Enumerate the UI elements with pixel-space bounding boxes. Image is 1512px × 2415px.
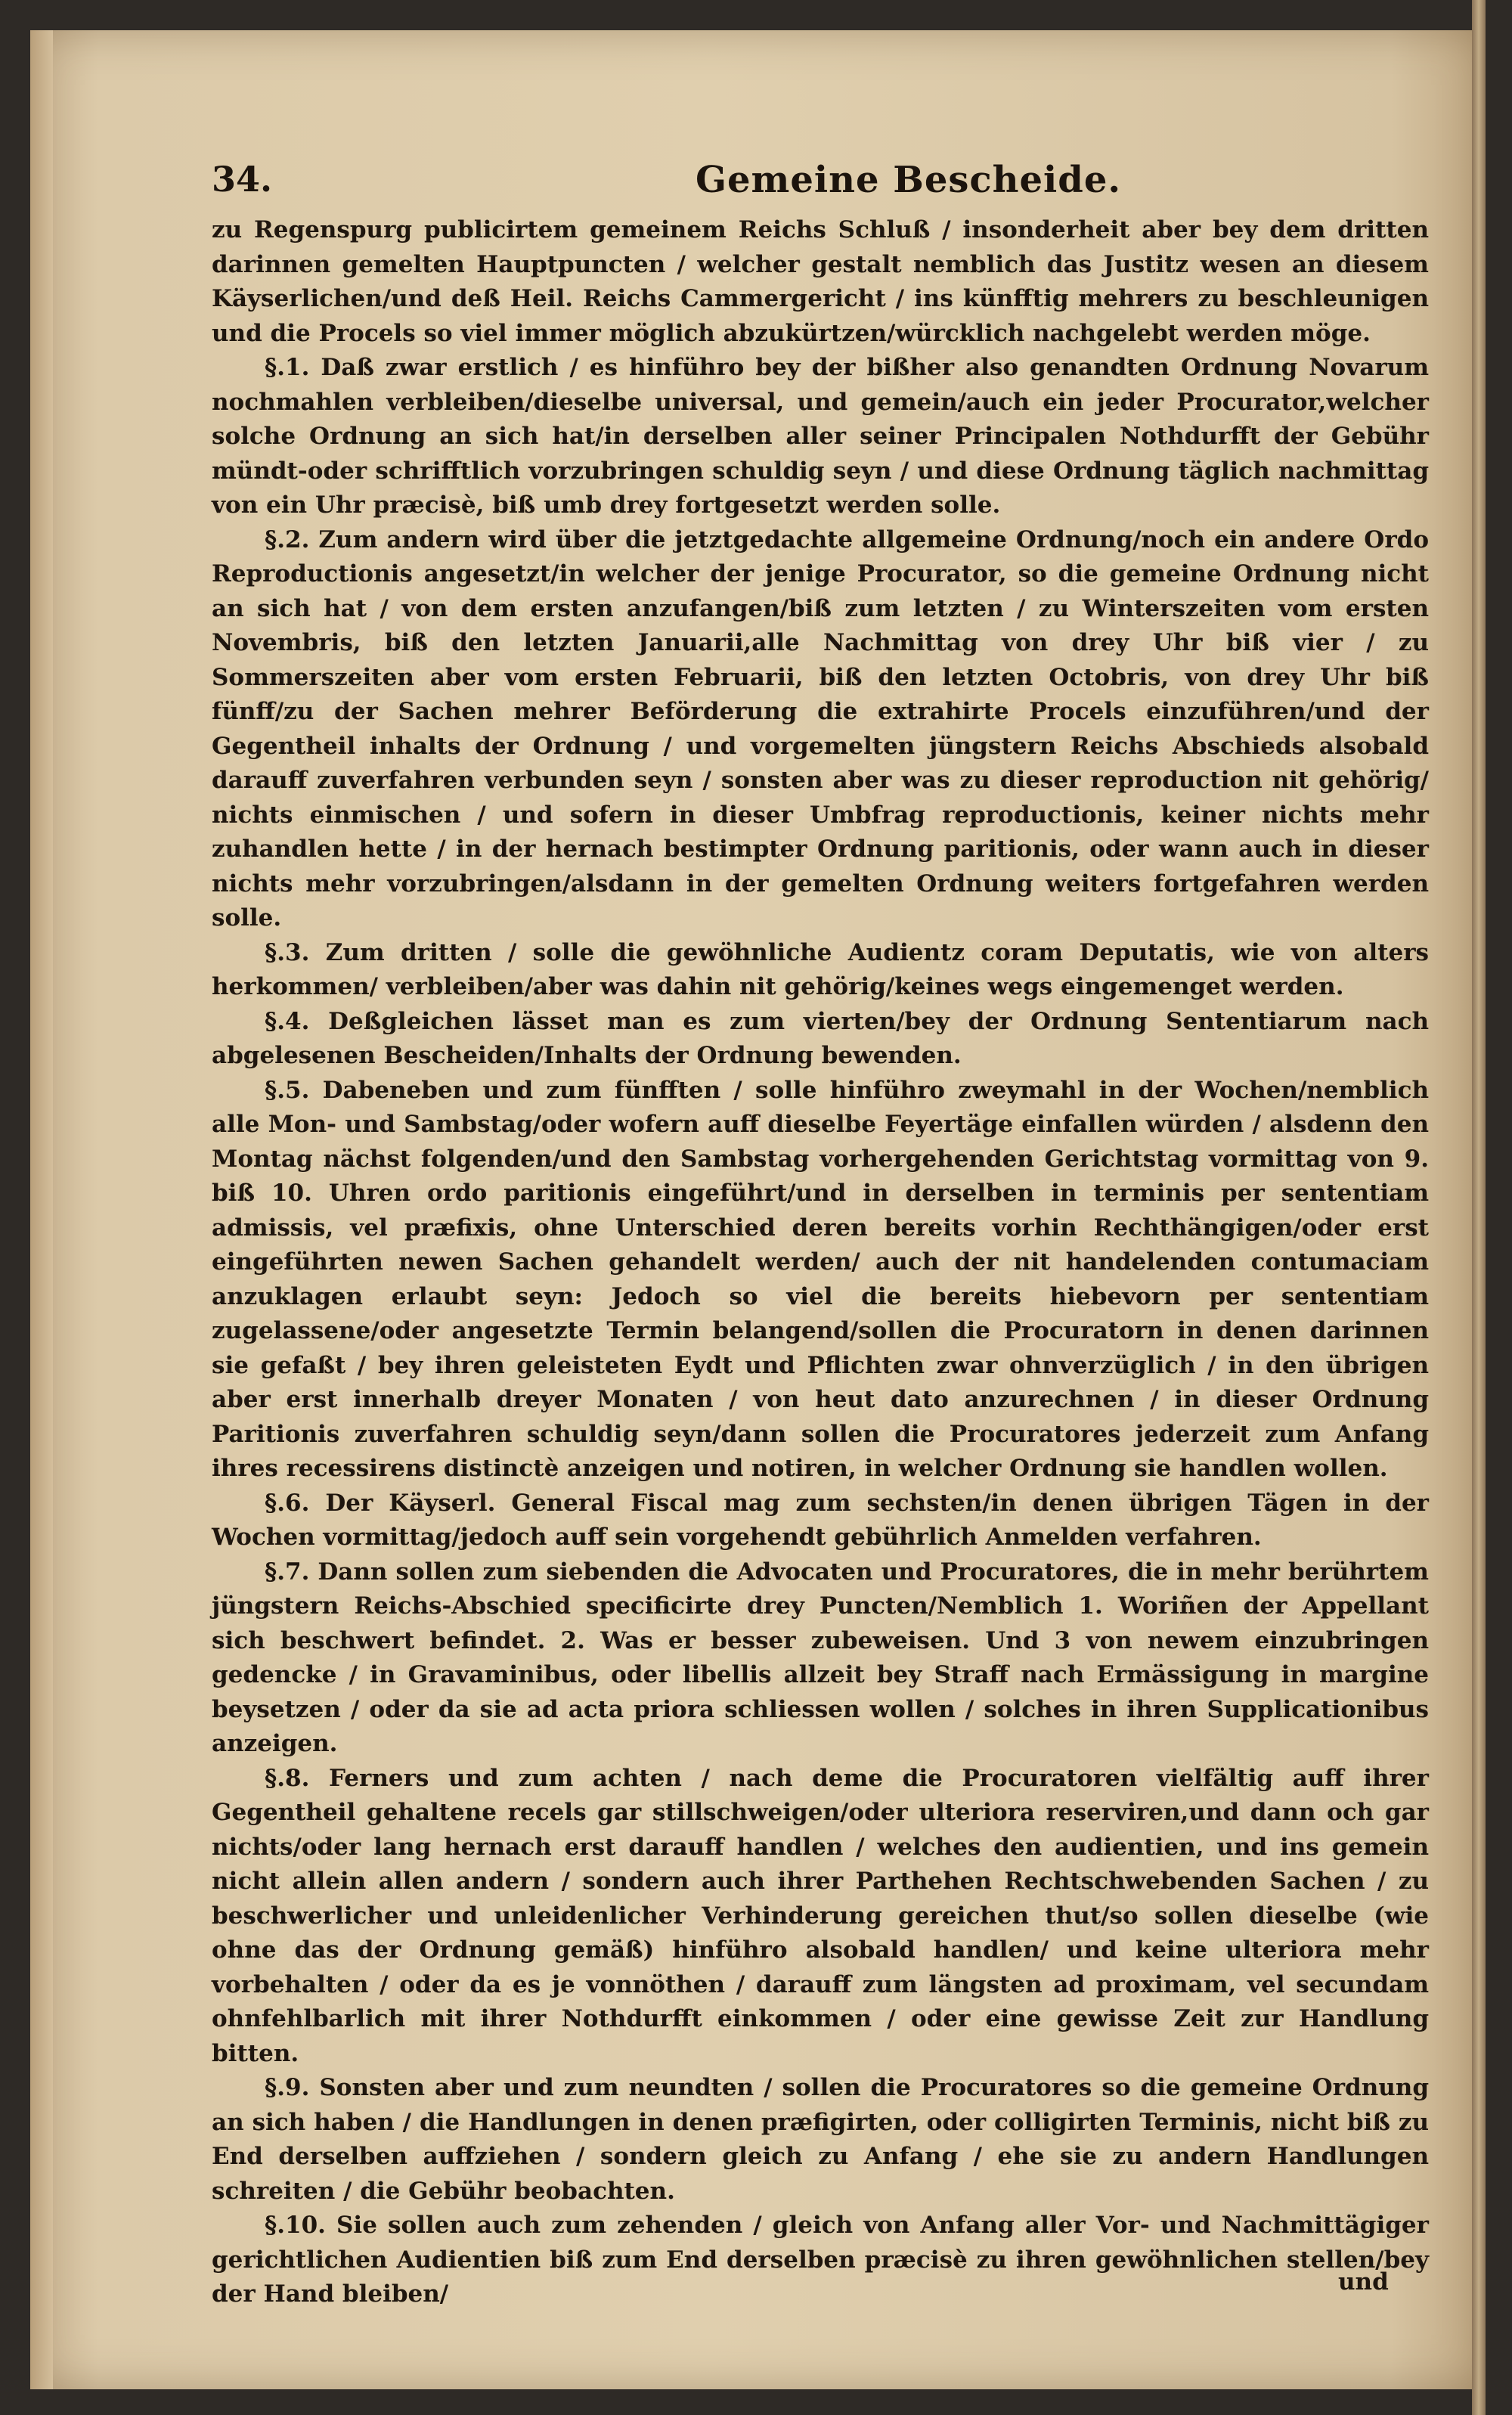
running-title: Gemeine Bescheide.: [696, 159, 1122, 201]
catchword: und: [1338, 2268, 1389, 2296]
paragraph-section-9: §.9. Sonsten aber und zum neundten / sollen die Procuratores so die gemeine Ordnung an sich haben / die Handlungen in denen præfigirten, oder colligirten Terminis, nicht biß zu End derselben auffziehen / sondern gleich zu Anfang / ehe sie zu andern Handlungen schreiten / die Gebühr beobachten.: [212, 2074, 1429, 2205]
paragraph-section-3: §.3. Zum dritten / solle die gewöhnliche Audientz coram Deputatis, wie von alters herkommen/ verbleiben/aber was dahin nit gehörig/keines wegs eingemenget werden.: [212, 938, 1429, 1000]
paragraph-section-1: §.1. Daß zwar erstlich / es hinführo bey der bißher also genandten Ordnung Novarum nochmahlen verbleiben/dieselbe universal, und gemein/auch ein jeder Procurator,welcher solche Ordnung an sich hat/in derselben aller seiner Principalen Nothdurfft der Gebühr mündt-oder schrifftlich vorzubringen schuldig seyn / und diese Ordnung täglich nachmittag von ein Uhr præcisè, biß umb drey fortgesetzt werden solle.: [212, 354, 1429, 519]
body-text: [212, 213, 1429, 2312]
paragraph-section-8: §.8. Ferners und zum achten / nach deme die Procuratoren vielfältig auff ihrer Gegentheil gehaltene recels gar stillschweigen/oder ulteriora reserviren,und dann och gar nichts/oder lang hernach erst darauff handlen / welches den audientien, und ins gemein nicht allein allen andern / sondern auch ihrer Parthehen Rechtschwebenden Sachen / zu beschwerlicher und unleidenlicher Verhinderung gereichen thut/so sollen dieselbe (wie ohne das der Ordnung gemäß) hinführo alsobald handlen/ und keine ulteriora mehr vorbehalten / oder da es je vonnöthen / darauff zum längsten ad proximam, vel secundam ohnfehlbarlich mit ihrer Nothdurfft einkommen / oder eine gewisse Zeit zur Handlung bitten.: [212, 1764, 1429, 2067]
page-gutter: [30, 30, 53, 2389]
paragraph-section-5: §.5. Dabeneben und zum fünfften / solle hinführo zweymahl in der Wochen/nemblich alle Mon- und Sambstag/oder wofern auff dieselbe Feyertäge einfallen würden / alsdenn den Montag nächst folgenden/und den Sambstag vorhergehenden Gerichtstag vormittag von 9. biß 10. Uhren ordo paritionis eingeführt/und in derselben in terminis per sententiam admissis, vel præfixis, ohne Unterschied deren bereits vorhin Rechthängigen/oder erst eingeführten newen Sachen gehandelt werden/ auch der nit handelenden contumaciam anzuklagen erlaubt seyn: Jedoch so viel die bereits hiebevorn per sententiam zugelassene/oder angesetzte Termin belangend/sollen die Procuratorn in denen darinnen sie gefaßt / bey ihren geleisteten Eydt und Pflichten zwar ohnverzüglich / in den übrigen aber erst innerhalb dreyer Monaten / von heut dato anzurechnen / in dieser Ordnung Paritionis zuverfahren schuldig seyn/dann sollen die Procuratores jederzeit zum Anfang ihres recessirens distinctè anzeigen und notiren, in welcher Ordnung sie handlen wollen.: [212, 1076, 1429, 1482]
paragraph-section-6: §.6. Der Käyserl. General Fiscal mag zum sechsten/in denen übrigen Tägen in der Wochen vormittag/jedoch auff sein vorgehendt gebührlich Anmelden verfahren.: [212, 1489, 1429, 1551]
page-fold-edge: [1472, 0, 1486, 2415]
paragraph-section-7: §.7. Dann sollen zum siebenden die Advocaten und Procuratores, die in mehr berührtem jüngstern Reichs-Abschied specificirte drey Puncten/Nemblich 1. Woriñen der Appellant sich beschwert befindet. 2. Was er besser zubeweisen. Und 3 von newem einzubringen gedencke / in Gravaminibus, oder libellis allzeit bey Straff nach Ermässigung in margine beysetzen / oder da sie ad acta priora schliessen wollen / solches in ihren Supplicationibus anzeigen.: [212, 1558, 1429, 1757]
page-number: 34.: [212, 159, 273, 200]
paragraph-intro: zu Regenspurg publicirtem gemeinem Reichs Schluß / insonderheit aber bey dem dritten darinnen gemelten Hauptpuncten / welcher gestalt nemblich das Justitz wesen an diesem Käyserlichen/und deß Heil. Reichs Cammergericht / ins künfftig mehrers zu beschleunigen und die Procels so viel immer möglich abzukürtzen/würcklich nachgelebt werden möge.: [212, 216, 1429, 347]
paragraph-section-2: §.2. Zum andern wird über die jetztgedachte allgemeine Ordnung/noch ein andere Ordo Reproductionis angesetzt/in welcher der jenige Procurator, so die gemeine Ordnung nicht an sich hat / von dem ersten anzufangen/biß zum letzten / zu Winterszeiten vom ersten Novembris, biß den letzten Januarii,alle Nachmittag von drey Uhr biß vier / zu Sommerszeiten aber vom ersten Februarii, biß den letzten Octobris, von drey Uhr biß fünff/zu der Sachen mehrer Beförderung die extrahirte Procels einzuführen/und der Gegentheil inhalts der Ordnung / und vorgemelten jüngstern Reichs Abschieds alsobald darauff zuverfahren verbunden seyn / sonsten aber was zu dieser reproduction nit gehörig/ nichts einmischen / und sofern in dieser Umbfrag reproductionis, keiner nichts mehr zuhandlen hette / in der hernach bestimpter Ordnung paritionis, oder wann auch in dieser nichts mehr vorzubringen/alsdann in der gemelten Ordnung weiters fortgefahren werden solle.: [212, 525, 1429, 932]
paragraph-section-10: §.10. Sie sollen auch zum zehenden / gleich von Anfang aller Vor- und Nachmittägiger gerichtlichen Audientien biß zum End derselben præcisè zu ihren gewöhnlichen stellen/bey der Hand bleiben/: [212, 2212, 1429, 2308]
page-header: [212, 159, 1436, 204]
paragraph-section-4: §.4. Deßgleichen lässet man es zum vierten/bey der Ordnung Sententiarum nach abgelesenen Bescheiden/Inhalts der Ordnung bewenden.: [212, 1007, 1429, 1069]
